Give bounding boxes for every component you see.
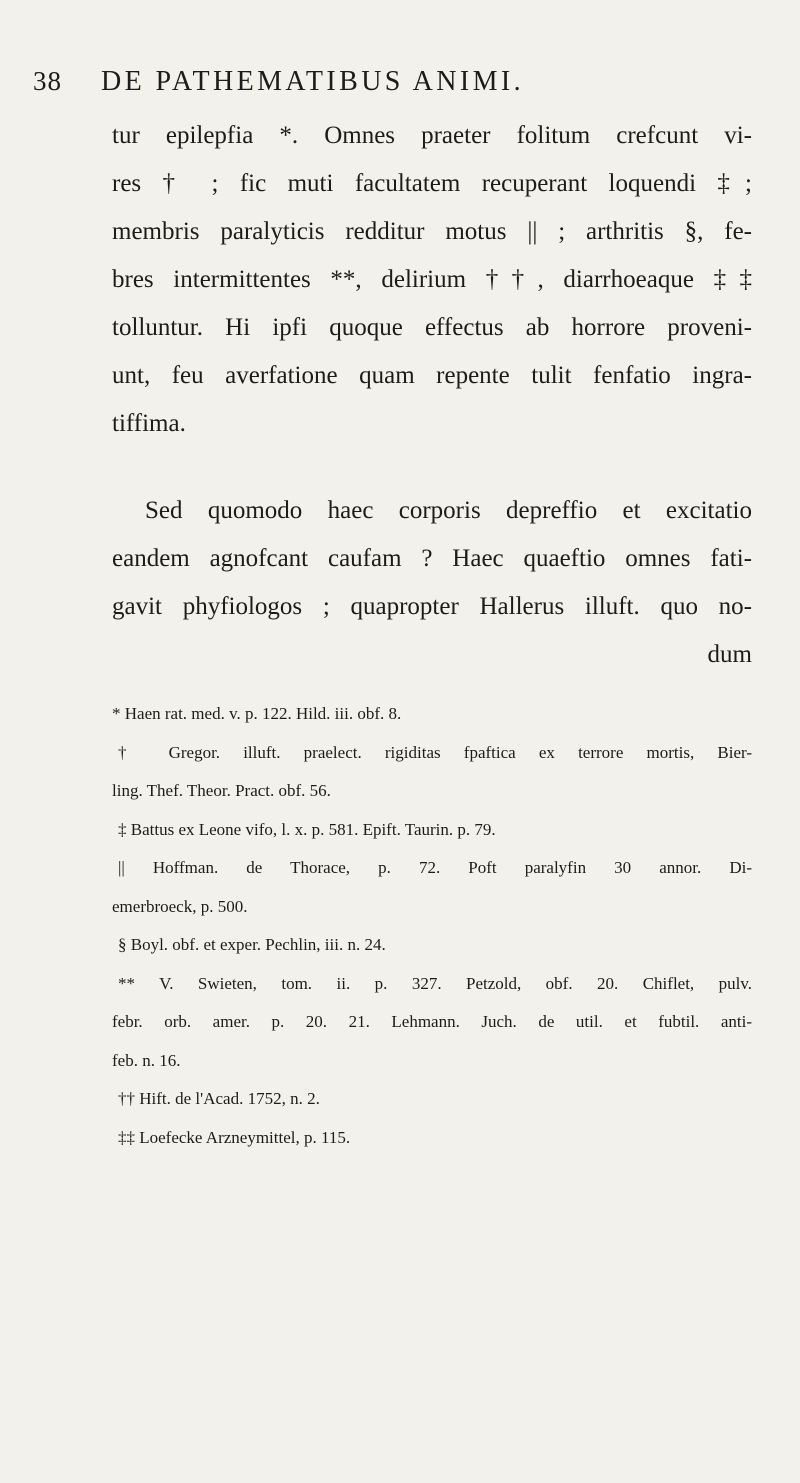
paragraph-line: gavit phyfiologos ; quapropter Hallerus illuft. quo no- — [112, 593, 752, 620]
paragraph-2 — [112, 487, 752, 679]
footnote-continuation: ling. Thef. Theor. Pract. obf. 56. — [112, 781, 331, 800]
footnote-continuation: feb. n. 16. — [112, 1050, 181, 1070]
footnote: ‡‡ Loefecke Arzneymittel, p. 115. — [118, 1127, 351, 1147]
footnote: † Gregor. illuft. praelect. rigiditas fpaftica ex terrore mortis, Bier- — [118, 742, 752, 762]
page-header — [33, 66, 753, 106]
paragraph-line: unt, feu averfatione quam repente tulit fenfatio ingra- — [112, 362, 752, 389]
paragraph-line: tolluntur. Hi ipfi quoque effectus ab horrore proveni- — [112, 314, 752, 341]
footnote: †† Hift. de l'Acad. 1752, n. 2. — [118, 1089, 320, 1108]
paragraph-line: bres intermittentes **, delirium ††, diarrhoeaque ‡‡ — [112, 266, 752, 293]
catchword: dum — [707, 641, 752, 668]
footnote-continuation: emerbroeck, p. 500. — [112, 896, 248, 916]
footnotes — [112, 695, 752, 1157]
paragraph-line: res † ; fic muti facultatem recuperant loquendi ‡; — [112, 170, 752, 197]
footnote: * Haen rat. med. v. p. 122. Hild. iii. obf. 8. — [112, 704, 402, 723]
footnote: ** V. Swieten, tom. ii. p. 327. Petzold, obf. 20. Chiflet, pulv. — [118, 973, 752, 993]
paragraph-line: membris paralyticis redditur motus || ; arthritis §, fe- — [112, 218, 752, 245]
paragraph-1 — [112, 112, 752, 448]
paragraph-line: tur epilepfia *. Omnes praeter folitum crefcunt vi- — [112, 122, 752, 149]
paragraph-line: tiffima. — [112, 410, 186, 437]
paragraph-line: Sed quomodo haec corporis depreffio et excitatio — [145, 497, 752, 524]
footnote: || Hoffman. de Thorace, p. 72. Poft paralyfin 30 annor. Di- — [118, 858, 752, 877]
footnote: § Boyl. obf. et exper. Pechlin, iii. n. 24. — [118, 935, 386, 954]
paragraph-line: eandem agnofcant caufam ? Haec quaeftio omnes fati- — [112, 545, 752, 572]
running-head: DE PATHEMATIBUS ANIMI. — [101, 66, 525, 97]
page-number: 38 — [33, 66, 62, 96]
footnote-continuation: febr. orb. amer. p. 20. 21. Lehmann. Juch. de util. et fubtil. anti- — [112, 1012, 752, 1031]
footnote: ‡ Battus ex Leone vifo, l. x. p. 581. Epift. Taurin. p. 79. — [118, 819, 496, 839]
